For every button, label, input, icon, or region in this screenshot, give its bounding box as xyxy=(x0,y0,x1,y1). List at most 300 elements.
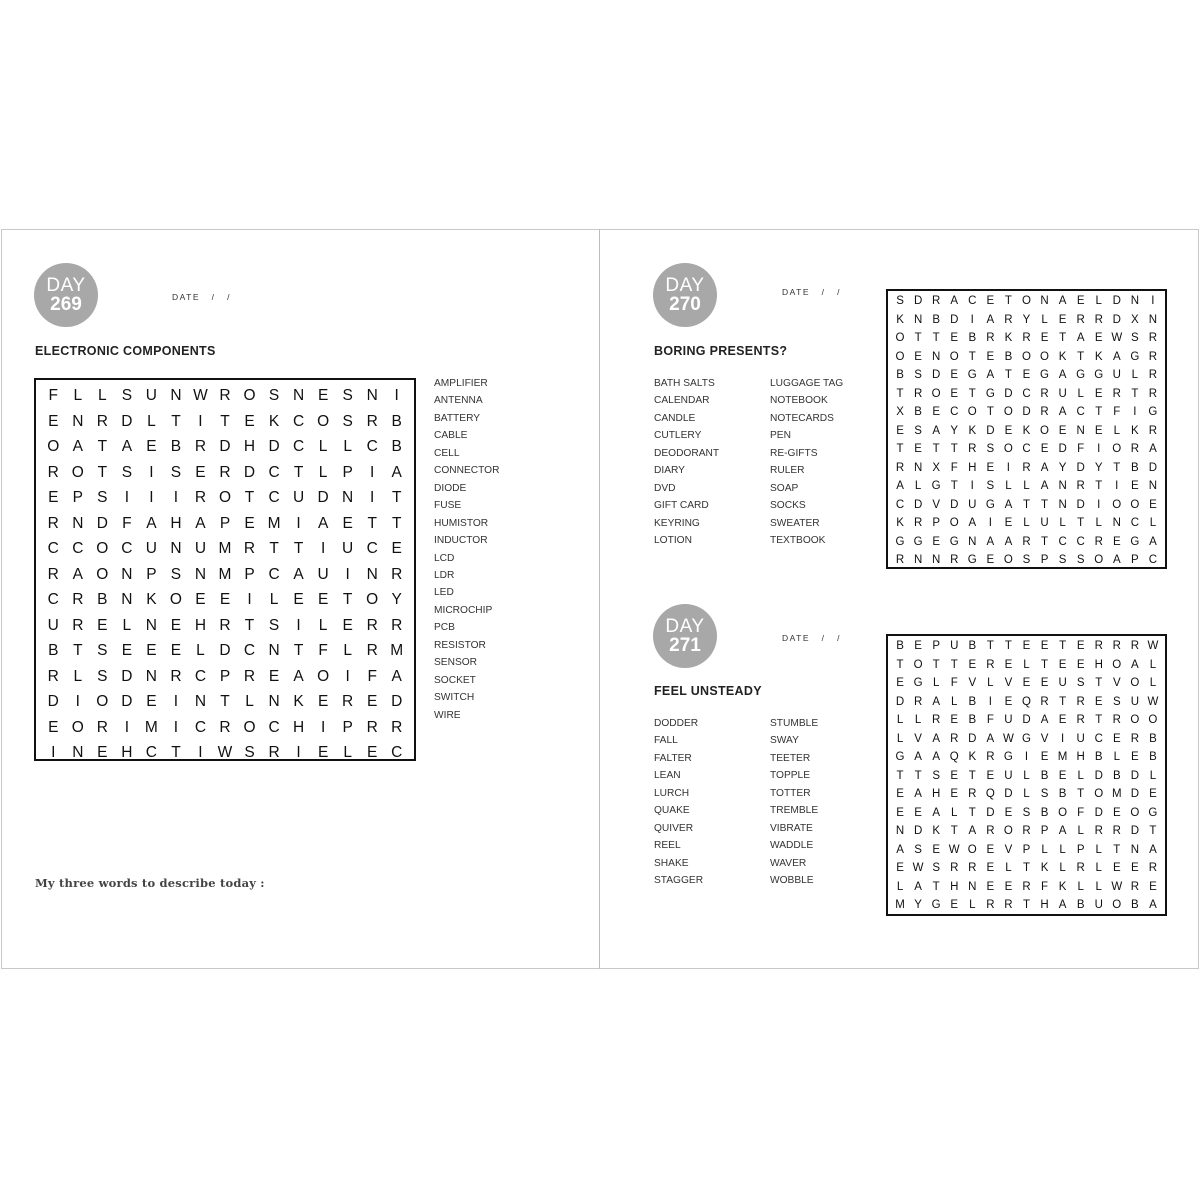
grid-letter[interactable]: T xyxy=(1022,862,1030,874)
grid-letter[interactable]: S xyxy=(914,843,922,856)
grid-letter[interactable]: O xyxy=(96,540,109,557)
grid-letter[interactable]: N xyxy=(170,540,182,557)
grid-letter[interactable]: D xyxy=(121,667,133,685)
grid-letter[interactable]: K xyxy=(1058,350,1067,363)
grid-letter[interactable]: R xyxy=(1130,732,1139,745)
grid-letter[interactable]: O xyxy=(1112,658,1122,671)
grid-letter[interactable]: R xyxy=(986,658,995,671)
grid-letter[interactable]: S xyxy=(121,463,133,481)
grid-letter[interactable]: I xyxy=(247,591,252,608)
grid-letter[interactable]: T xyxy=(968,769,976,782)
grid-letter[interactable]: T xyxy=(986,640,994,652)
grid-letter[interactable]: R xyxy=(1112,714,1121,726)
grid-letter[interactable]: U xyxy=(1076,732,1085,745)
grid-letter[interactable]: W xyxy=(193,387,208,404)
grid-letter[interactable]: B xyxy=(1149,751,1157,763)
grid-letter[interactable]: E xyxy=(986,862,995,874)
grid-letter[interactable]: P xyxy=(932,640,940,652)
grid-letter[interactable]: L xyxy=(318,463,328,481)
grid-letter[interactable]: A xyxy=(391,667,402,685)
grid-letter[interactable]: L xyxy=(318,616,328,634)
grid-letter[interactable]: E xyxy=(293,591,304,608)
grid-letter[interactable]: B xyxy=(968,640,977,652)
grid-letter[interactable]: P xyxy=(932,517,940,529)
grid-letter[interactable]: O xyxy=(949,517,959,529)
grid-letter[interactable]: L xyxy=(1095,517,1102,529)
grid-letter[interactable]: P xyxy=(244,565,255,583)
grid-letter[interactable]: D xyxy=(1076,498,1085,511)
grid-letter[interactable]: O xyxy=(47,438,60,455)
grid-letter[interactable]: D xyxy=(913,498,923,511)
grid-letter[interactable]: U xyxy=(194,540,207,557)
grid-letter[interactable]: O xyxy=(1130,677,1140,689)
grid-letter[interactable]: R xyxy=(1130,443,1139,455)
grid-letter[interactable]: C xyxy=(1148,554,1158,566)
grid-letter[interactable]: P xyxy=(1022,843,1031,856)
grid-letter[interactable]: O xyxy=(1003,825,1013,837)
grid-letter[interactable]: X xyxy=(896,406,904,418)
grid-letter[interactable]: K xyxy=(293,693,304,710)
grid-letter[interactable]: S xyxy=(986,480,995,492)
grid-letter[interactable]: V xyxy=(1040,732,1049,745)
grid-letter[interactable]: L xyxy=(1023,769,1030,782)
grid-letter[interactable]: E xyxy=(914,640,922,652)
grid-letter[interactable]: O xyxy=(71,718,84,736)
grid-letter[interactable]: N xyxy=(913,461,923,474)
grid-letter[interactable]: U xyxy=(968,498,977,511)
grid-letter[interactable]: G xyxy=(931,480,941,492)
grid-letter[interactable]: N xyxy=(932,350,941,363)
grid-letter[interactable]: B xyxy=(1040,806,1049,819)
grid-letter[interactable]: I xyxy=(124,718,130,736)
grid-letter[interactable]: E xyxy=(1040,443,1049,455)
grid-letter[interactable]: E xyxy=(1149,880,1157,893)
grid-letter[interactable]: T xyxy=(1041,498,1049,511)
grid-letter[interactable]: E xyxy=(195,463,206,481)
grid-letter[interactable]: R xyxy=(950,554,959,566)
grid-letter[interactable]: D xyxy=(121,412,133,430)
grid-letter[interactable]: B xyxy=(896,640,904,652)
grid-letter[interactable]: A xyxy=(950,295,959,307)
grid-letter[interactable]: F xyxy=(950,461,958,474)
grid-letter[interactable]: E xyxy=(896,862,904,874)
grid-letter[interactable]: H xyxy=(1040,899,1049,911)
grid-letter[interactable]: E xyxy=(1094,332,1103,344)
grid-letter[interactable]: M xyxy=(390,642,404,659)
grid-letter[interactable]: N xyxy=(121,565,133,583)
grid-letter[interactable]: T xyxy=(986,406,994,418)
grid-letter[interactable]: E xyxy=(1131,480,1139,492)
grid-letter[interactable]: D xyxy=(1058,443,1067,455)
grid-letter[interactable]: G xyxy=(985,387,995,400)
grid-letter[interactable]: R xyxy=(986,332,995,344)
grid-letter[interactable]: T xyxy=(968,806,976,819)
grid-letter[interactable]: F xyxy=(1041,880,1049,893)
grid-letter[interactable]: A xyxy=(72,438,83,455)
grid-letter[interactable]: G xyxy=(931,899,941,911)
grid-letter[interactable]: A xyxy=(914,788,922,800)
grid-letter[interactable]: A xyxy=(293,667,304,685)
grid-letter[interactable]: T xyxy=(968,350,976,363)
grid-letter[interactable]: G xyxy=(913,535,923,548)
grid-letter[interactable]: O xyxy=(931,387,941,400)
grid-letter[interactable]: T xyxy=(171,412,181,430)
grid-letter[interactable]: L xyxy=(1149,517,1157,529)
grid-letter[interactable]: S xyxy=(932,769,940,782)
grid-letter[interactable]: C xyxy=(366,540,378,557)
grid-letter[interactable]: S xyxy=(170,565,182,583)
grid-letter[interactable]: D xyxy=(219,642,231,659)
grid-letter[interactable]: E xyxy=(342,616,353,634)
grid-letter[interactable]: S xyxy=(1112,695,1121,708)
grid-letter[interactable]: O xyxy=(218,489,232,506)
grid-letter[interactable]: W xyxy=(1002,732,1014,745)
grid-letter[interactable]: A xyxy=(1112,350,1121,363)
grid-letter[interactable]: T xyxy=(896,658,904,671)
word-search-grid-boring[interactable] xyxy=(886,289,1167,569)
grid-letter[interactable]: L xyxy=(1059,843,1066,856)
grid-letter[interactable]: E xyxy=(1004,806,1013,819)
grid-letter[interactable]: S xyxy=(1022,806,1031,819)
grid-letter[interactable]: L xyxy=(343,744,352,761)
grid-letter[interactable]: I xyxy=(1006,461,1010,474)
grid-letter[interactable]: R xyxy=(219,616,231,634)
grid-letter[interactable]: L xyxy=(896,880,904,893)
grid-letter[interactable]: R xyxy=(1004,313,1013,326)
grid-letter[interactable]: T xyxy=(1041,535,1049,548)
grid-letter[interactable]: C xyxy=(47,540,59,557)
grid-letter[interactable]: R xyxy=(986,825,995,837)
grid-letter[interactable]: C xyxy=(1094,732,1103,745)
grid-letter[interactable]: T xyxy=(1004,295,1012,307)
grid-letter[interactable]: O xyxy=(1112,899,1122,911)
grid-letter[interactable]: O xyxy=(967,406,977,418)
grid-letter[interactable]: P xyxy=(1131,554,1139,566)
grid-letter[interactable]: H xyxy=(194,616,207,634)
grid-letter[interactable]: W xyxy=(1111,880,1123,893)
grid-letter[interactable]: E xyxy=(1022,640,1031,652)
grid-letter[interactable]: R xyxy=(1130,880,1139,893)
grid-letter[interactable]: V xyxy=(968,677,977,689)
grid-letter[interactable]: K xyxy=(1131,424,1139,437)
grid-letter[interactable]: I xyxy=(124,489,130,506)
grid-letter[interactable]: D xyxy=(317,489,329,506)
grid-letter[interactable]: N xyxy=(121,591,133,608)
grid-letter[interactable]: A xyxy=(1058,369,1067,381)
grid-letter[interactable]: U xyxy=(47,616,59,634)
grid-letter[interactable]: A xyxy=(932,695,940,708)
grid-letter[interactable]: R xyxy=(1112,387,1121,400)
grid-letter[interactable]: G xyxy=(1130,350,1140,363)
grid-letter[interactable]: R xyxy=(1148,332,1158,344)
grid-letter[interactable]: X xyxy=(932,461,940,474)
grid-letter[interactable]: T xyxy=(1041,658,1049,671)
grid-letter[interactable]: T xyxy=(1022,899,1030,911)
grid-letter[interactable]: N xyxy=(1076,424,1085,437)
grid-letter[interactable]: R xyxy=(243,540,256,557)
grid-letter[interactable]: P xyxy=(1040,825,1049,837)
grid-letter[interactable]: I xyxy=(1133,406,1137,418)
grid-letter[interactable]: E xyxy=(121,642,133,659)
grid-letter[interactable]: D xyxy=(895,695,905,708)
grid-letter[interactable]: I xyxy=(345,565,350,583)
grid-letter[interactable]: N xyxy=(1058,480,1067,492)
grid-letter[interactable]: S xyxy=(1058,554,1067,566)
grid-letter[interactable]: S xyxy=(97,642,108,659)
grid-letter[interactable]: T xyxy=(244,616,255,634)
grid-letter[interactable]: R xyxy=(96,412,108,430)
grid-letter[interactable]: C xyxy=(268,463,280,481)
grid-letter[interactable]: E xyxy=(219,591,231,608)
grid-letter[interactable]: U xyxy=(1112,369,1121,381)
grid-letter[interactable]: R xyxy=(968,443,977,455)
grid-letter[interactable]: L xyxy=(1095,843,1102,856)
word-search-grid-unsteady[interactable] xyxy=(886,634,1167,916)
grid-letter[interactable]: R xyxy=(1004,899,1013,911)
grid-letter[interactable]: N xyxy=(1130,843,1139,856)
grid-letter[interactable]: H xyxy=(243,438,256,455)
grid-letter[interactable]: D xyxy=(1076,461,1085,474)
grid-letter[interactable]: L xyxy=(196,642,205,659)
grid-letter[interactable]: T xyxy=(932,658,940,671)
grid-letter[interactable]: D xyxy=(1130,788,1139,800)
grid-letter[interactable]: O xyxy=(1040,350,1049,363)
grid-letter[interactable]: R xyxy=(47,463,59,481)
grid-letter[interactable]: K xyxy=(968,424,977,437)
grid-letter[interactable]: O xyxy=(1003,554,1013,566)
grid-letter[interactable]: A xyxy=(121,438,133,455)
grid-letter[interactable]: D xyxy=(986,424,995,437)
grid-letter[interactable]: R xyxy=(895,554,905,566)
grid-letter[interactable]: T xyxy=(1059,640,1067,652)
grid-letter[interactable]: T xyxy=(1095,677,1103,689)
grid-letter[interactable]: N xyxy=(170,387,182,404)
grid-letter[interactable]: R xyxy=(1094,640,1103,652)
grid-letter[interactable]: T xyxy=(896,387,904,400)
grid-letter[interactable]: E xyxy=(146,642,157,659)
grid-letter[interactable]: D xyxy=(391,693,403,710)
grid-letter[interactable]: O xyxy=(1130,498,1140,511)
grid-letter[interactable]: G xyxy=(1003,751,1013,763)
grid-letter[interactable]: T xyxy=(97,438,108,455)
grid-letter[interactable]: O xyxy=(1130,806,1140,819)
grid-letter[interactable]: L xyxy=(1095,862,1102,874)
grid-letter[interactable]: A xyxy=(968,517,977,529)
grid-letter[interactable]: E xyxy=(1058,424,1067,437)
grid-letter[interactable]: E xyxy=(1112,806,1121,819)
grid-letter[interactable]: B xyxy=(968,695,977,708)
grid-letter[interactable]: L xyxy=(1077,880,1084,893)
grid-letter[interactable]: C xyxy=(1130,517,1139,529)
grid-letter[interactable]: D xyxy=(219,438,231,455)
grid-letter[interactable]: T xyxy=(1095,480,1103,492)
grid-letter[interactable]: E xyxy=(896,788,904,800)
grid-letter[interactable]: V xyxy=(1004,843,1013,856)
grid-letter[interactable]: D xyxy=(1112,295,1121,307)
grid-letter[interactable]: E xyxy=(1022,369,1031,381)
grid-letter[interactable]: C xyxy=(121,540,133,557)
grid-letter[interactable]: E xyxy=(1004,695,1013,708)
grid-letter[interactable]: E xyxy=(1058,714,1067,726)
grid-letter[interactable]: E xyxy=(950,899,959,911)
grid-letter[interactable]: I xyxy=(320,540,326,557)
grid-letter[interactable]: P xyxy=(146,565,157,583)
grid-letter[interactable]: P xyxy=(72,489,83,506)
grid-letter[interactable]: L xyxy=(896,732,904,745)
grid-letter[interactable]: I xyxy=(1151,295,1155,307)
grid-letter[interactable]: D xyxy=(96,514,108,532)
grid-letter[interactable]: C xyxy=(47,591,59,608)
grid-letter[interactable]: S xyxy=(986,443,995,455)
grid-letter[interactable]: L xyxy=(343,642,352,659)
grid-letter[interactable]: S xyxy=(1076,554,1085,566)
grid-letter[interactable]: L xyxy=(987,677,994,689)
grid-letter[interactable]: R xyxy=(1022,880,1031,893)
grid-letter[interactable]: U xyxy=(1058,387,1067,400)
grid-letter[interactable]: A xyxy=(986,732,995,745)
grid-letter[interactable]: D xyxy=(1094,806,1103,819)
grid-letter[interactable]: Y xyxy=(1058,461,1067,474)
grid-letter[interactable]: E xyxy=(1058,769,1067,782)
grid-letter[interactable]: L xyxy=(1113,751,1120,763)
grid-letter[interactable]: T xyxy=(73,642,83,659)
grid-letter[interactable]: D xyxy=(243,463,256,481)
grid-letter[interactable]: I xyxy=(1024,751,1029,763)
grid-letter[interactable]: A xyxy=(896,843,904,856)
grid-letter[interactable]: T xyxy=(244,489,255,506)
grid-letter[interactable]: N xyxy=(913,313,923,326)
grid-letter[interactable]: A xyxy=(146,514,157,532)
grid-letter[interactable]: T xyxy=(293,642,304,659)
grid-letter[interactable]: O xyxy=(1021,350,1031,363)
grid-letter[interactable]: D xyxy=(1112,313,1121,326)
grid-letter[interactable]: E xyxy=(968,658,977,671)
grid-letter[interactable]: E xyxy=(48,412,59,430)
grid-letter[interactable]: L xyxy=(932,677,940,689)
grid-letter[interactable]: O xyxy=(366,591,379,608)
grid-letter[interactable]: E xyxy=(317,387,329,404)
grid-letter[interactable]: E xyxy=(195,591,206,608)
grid-letter[interactable]: E xyxy=(914,806,922,819)
grid-letter[interactable]: F xyxy=(1077,443,1085,455)
grid-letter[interactable]: G xyxy=(1148,806,1158,819)
grid-letter[interactable]: H xyxy=(170,514,182,532)
grid-letter[interactable]: E xyxy=(1112,535,1121,548)
grid-letter[interactable]: G xyxy=(1148,406,1158,418)
grid-letter[interactable]: K xyxy=(268,412,280,430)
grid-letter[interactable]: E xyxy=(244,514,255,532)
grid-letter[interactable]: E xyxy=(896,677,904,689)
grid-letter[interactable]: E xyxy=(896,806,904,819)
grid-letter[interactable]: S xyxy=(896,295,904,307)
grid-letter[interactable]: B xyxy=(170,438,182,455)
grid-letter[interactable]: L xyxy=(951,695,958,708)
grid-letter[interactable]: S xyxy=(97,489,108,506)
grid-letter[interactable]: L xyxy=(245,693,254,710)
grid-letter[interactable]: L xyxy=(1131,369,1139,381)
grid-letter[interactable]: E xyxy=(1094,695,1103,708)
grid-letter[interactable]: R xyxy=(1112,640,1121,652)
grid-letter[interactable]: I xyxy=(394,387,399,404)
grid-letter[interactable]: L xyxy=(1023,788,1030,800)
grid-letter[interactable]: E xyxy=(950,369,959,381)
grid-letter[interactable]: T xyxy=(1077,517,1085,529)
grid-letter[interactable]: F xyxy=(122,514,132,532)
grid-letter[interactable]: A xyxy=(914,751,922,763)
grid-letter[interactable]: L xyxy=(1041,313,1048,326)
grid-letter[interactable]: U xyxy=(1004,714,1013,726)
grid-letter[interactable]: E xyxy=(950,769,959,782)
grid-letter[interactable]: G xyxy=(1094,369,1104,381)
grid-letter[interactable]: E xyxy=(1004,424,1013,437)
grid-letter[interactable]: B xyxy=(1076,899,1085,911)
grid-letter[interactable]: H xyxy=(932,788,941,800)
grid-letter[interactable]: P xyxy=(1040,554,1049,566)
grid-letter[interactable]: R xyxy=(366,616,378,634)
grid-letter[interactable]: L xyxy=(914,714,922,726)
grid-letter[interactable]: R xyxy=(1076,862,1085,874)
grid-letter[interactable]: E xyxy=(950,332,959,344)
grid-letter[interactable]: E xyxy=(367,744,378,761)
grid-letter[interactable]: D xyxy=(1022,714,1031,726)
grid-letter[interactable]: E xyxy=(914,443,922,455)
grid-letter[interactable]: T xyxy=(1113,461,1121,474)
grid-letter[interactable]: T xyxy=(1077,788,1085,800)
grid-letter[interactable]: T xyxy=(293,463,304,481)
grid-letter[interactable]: B xyxy=(391,438,402,455)
grid-letter[interactable]: A xyxy=(932,732,940,745)
grid-letter[interactable]: R xyxy=(950,862,959,874)
grid-letter[interactable]: E xyxy=(1076,658,1085,671)
grid-letter[interactable]: I xyxy=(988,695,992,708)
grid-letter[interactable]: T xyxy=(950,443,958,455)
grid-letter[interactable]: I xyxy=(198,744,203,761)
grid-letter[interactable]: D xyxy=(913,825,923,837)
grid-letter[interactable]: S xyxy=(268,616,280,634)
grid-letter[interactable]: R xyxy=(1076,695,1085,708)
grid-letter[interactable]: N xyxy=(194,693,207,710)
grid-letter[interactable]: R xyxy=(1112,825,1121,837)
grid-letter[interactable]: M xyxy=(218,565,232,583)
grid-letter[interactable]: N xyxy=(968,880,977,893)
grid-letter[interactable]: R xyxy=(968,788,977,800)
grid-letter[interactable]: S xyxy=(121,387,133,404)
grid-letter[interactable]: T xyxy=(342,591,353,608)
grid-letter[interactable]: A xyxy=(1058,295,1067,307)
grid-letter[interactable]: E xyxy=(986,295,995,307)
grid-letter[interactable]: R xyxy=(96,718,108,736)
grid-letter[interactable]: O xyxy=(96,693,109,710)
grid-letter[interactable]: E xyxy=(950,788,959,800)
grid-letter[interactable]: Y xyxy=(391,591,402,608)
grid-letter[interactable]: L xyxy=(1149,677,1157,689)
grid-letter[interactable]: O xyxy=(1094,788,1104,800)
grid-letter[interactable]: T xyxy=(914,332,922,344)
grid-letter[interactable]: D xyxy=(913,295,923,307)
grid-letter[interactable]: K xyxy=(146,591,157,608)
grid-letter[interactable]: E xyxy=(986,461,995,474)
grid-letter[interactable]: I xyxy=(149,463,154,481)
grid-letter[interactable]: F xyxy=(48,387,58,404)
grid-letter[interactable]: B xyxy=(1004,350,1013,363)
grid-letter[interactable]: E xyxy=(932,843,940,856)
grid-letter[interactable]: L xyxy=(318,438,328,455)
grid-letter[interactable]: T xyxy=(391,489,402,506)
grid-letter[interactable]: L xyxy=(1023,480,1030,492)
grid-letter[interactable]: I xyxy=(296,744,301,761)
grid-letter[interactable]: B xyxy=(968,714,977,726)
grid-letter[interactable]: L xyxy=(1005,480,1012,492)
